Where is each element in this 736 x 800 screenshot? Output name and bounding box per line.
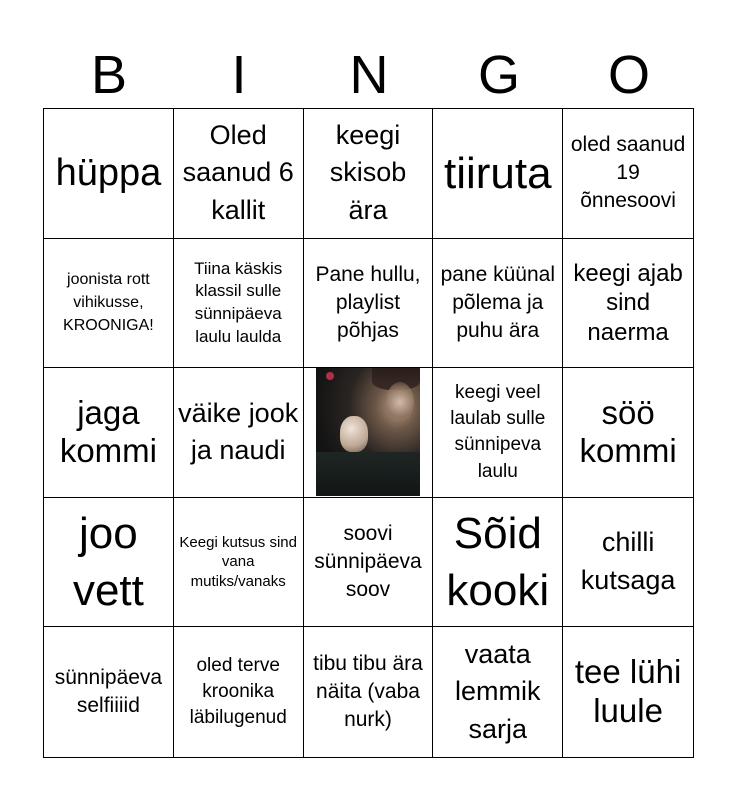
cell-text: tee lühi luule bbox=[574, 653, 682, 730]
cell-text: chilli kutsaga bbox=[580, 527, 676, 596]
cell-text: soovi sünnipäeva soov bbox=[314, 522, 422, 602]
cell-text: joo vett bbox=[72, 508, 144, 616]
cell-text: Pane hullu, playlist põhjas bbox=[315, 263, 421, 342]
bingo-cell-r5c4[interactable] bbox=[433, 627, 563, 757]
cell-text: keegi veel laulab sulle sünnipeva laulu bbox=[450, 382, 546, 482]
cell-text: joonista rott vihikusse, KROONIGA! bbox=[63, 271, 154, 335]
header-letter-n: N bbox=[349, 45, 389, 105]
free-space-photo bbox=[316, 368, 420, 496]
header-letter-i: I bbox=[231, 45, 247, 105]
bingo-cell-r2c5[interactable] bbox=[563, 239, 693, 369]
bingo-cell-r5c5[interactable] bbox=[563, 627, 693, 757]
bingo-cell-r1c2[interactable] bbox=[174, 109, 304, 239]
cell-text: keegi ajab sind naerma bbox=[573, 259, 683, 346]
cell-text: oled terve kroonika läbilugenud bbox=[189, 654, 287, 729]
bingo-cell-r4c5[interactable] bbox=[563, 498, 693, 628]
cell-text: pane küünal põlema ja puhu ära bbox=[440, 263, 555, 342]
bingo-cell-r1c1[interactable] bbox=[44, 109, 174, 239]
cell-text: vaata lemmik sarja bbox=[455, 638, 541, 745]
bingo-cell-r3c1[interactable] bbox=[44, 368, 174, 498]
bingo-header bbox=[44, 40, 694, 110]
cell-text: Keegi kutsus sind vana mutiks/vanaks bbox=[179, 533, 297, 590]
bingo-cell-r2c2[interactable] bbox=[174, 239, 304, 369]
bingo-board bbox=[43, 108, 694, 758]
bingo-cell-r3c4[interactable] bbox=[433, 368, 563, 498]
bingo-cell-r1c5[interactable] bbox=[563, 109, 693, 239]
cell-text: söö kommi bbox=[579, 393, 677, 470]
bingo-cell-r2c3[interactable] bbox=[304, 239, 434, 369]
header-letter-g: G bbox=[477, 45, 520, 105]
bingo-cell-r4c4[interactable] bbox=[433, 498, 563, 628]
bingo-cell-r1c4[interactable] bbox=[433, 109, 563, 239]
bingo-cell-r5c1[interactable] bbox=[44, 627, 174, 757]
bingo-cell-r3c5[interactable] bbox=[563, 368, 693, 498]
bingo-cell-r1c3[interactable] bbox=[304, 109, 434, 239]
cell-text: sünnipäeva selfiiiid bbox=[54, 666, 163, 718]
cell-text: jaga kommi bbox=[59, 393, 157, 470]
cell-text: Tiina käskis klassil sulle sünnipäeva laulu laulda bbox=[194, 258, 283, 346]
bingo-cell-r4c1[interactable] bbox=[44, 498, 174, 628]
bingo-cell-r5c2[interactable] bbox=[174, 627, 304, 757]
bingo-cell-r2c1[interactable] bbox=[44, 239, 174, 369]
cell-text: väike jook ja naudi bbox=[178, 397, 299, 466]
cell-text: Sõid kooki bbox=[446, 508, 550, 616]
cell-text: keegi skisob ära bbox=[329, 119, 407, 226]
cell-text: tibu tibu ära näita (vaba nurk) bbox=[313, 652, 423, 732]
header-letter-o: O bbox=[607, 45, 650, 105]
bingo-cell-r5c3[interactable] bbox=[304, 627, 434, 757]
header-letter-b: B bbox=[90, 45, 128, 105]
bingo-cell-free-space[interactable] bbox=[304, 368, 434, 498]
bingo-cell-r2c4[interactable] bbox=[433, 239, 563, 369]
bingo-cell-r3c2[interactable] bbox=[174, 368, 304, 498]
bingo-cell-r4c2[interactable] bbox=[174, 498, 304, 628]
cell-text: tiiruta bbox=[443, 148, 552, 198]
cell-text: hüppa bbox=[55, 151, 162, 194]
cell-text: Oled saanud 6 kallit bbox=[182, 119, 294, 226]
bingo-cell-r4c3[interactable] bbox=[304, 498, 434, 628]
cell-text: oled saanud 19 õnnesoovi bbox=[570, 133, 686, 213]
